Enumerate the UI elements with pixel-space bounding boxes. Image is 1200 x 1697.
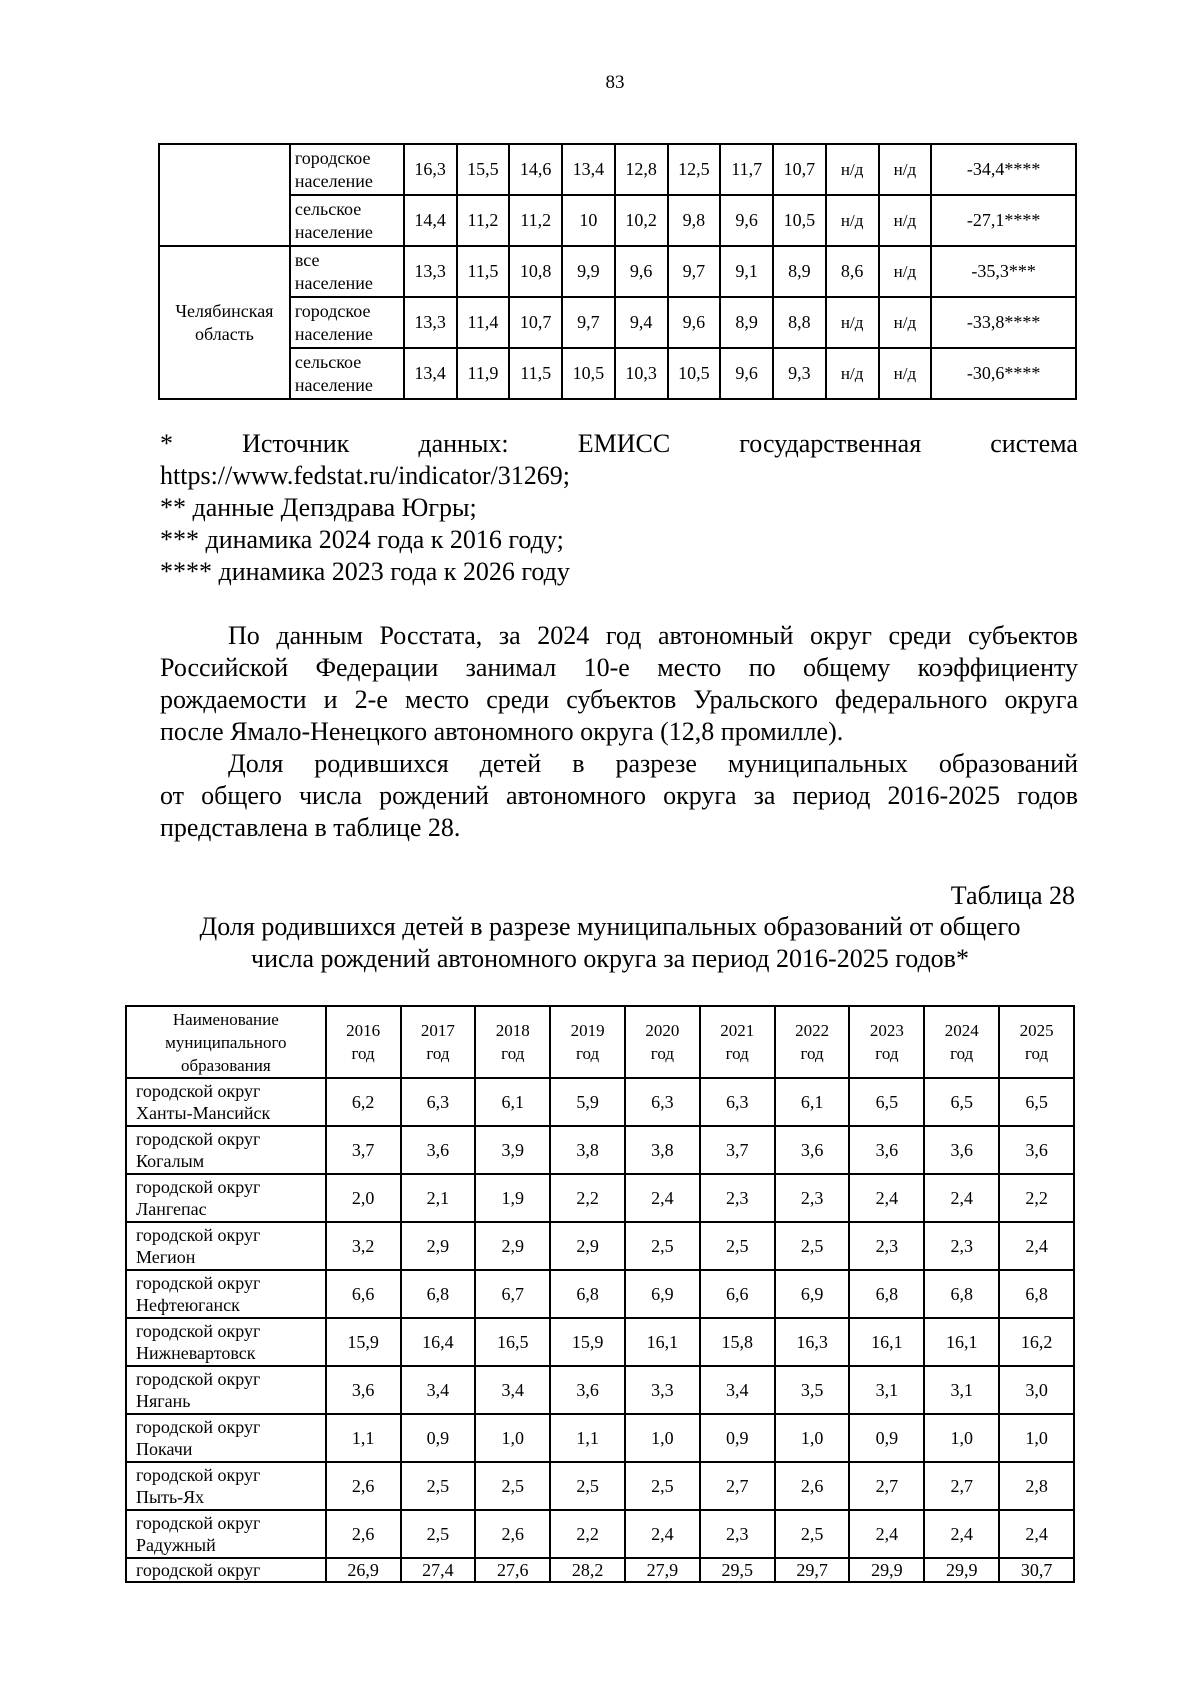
municipality-cell bbox=[126, 1366, 326, 1414]
value-cell: н/д bbox=[879, 348, 932, 399]
value-cell: 13,4 bbox=[404, 348, 457, 399]
population-category bbox=[290, 348, 404, 399]
value-cell: 3,6 bbox=[999, 1126, 1074, 1174]
municipality-name: Нягань bbox=[136, 1391, 191, 1411]
value-cell: 2,5 bbox=[625, 1222, 700, 1270]
footnote-word: государственная bbox=[739, 429, 922, 458]
value-cell: 1,1 bbox=[550, 1414, 625, 1462]
value-cell: 3,7 bbox=[326, 1126, 401, 1174]
municipality-type: городской округ bbox=[136, 1321, 261, 1341]
value-cell: 9,6 bbox=[615, 246, 668, 297]
value-cell: 13,3 bbox=[404, 297, 457, 348]
header-year bbox=[550, 1006, 625, 1078]
footnote-word: система bbox=[990, 429, 1078, 458]
value-cell: 12,8 bbox=[615, 144, 668, 195]
value-cell: 9,6 bbox=[720, 195, 773, 246]
value-cell: 11,5 bbox=[509, 348, 562, 399]
value-cell: 10,5 bbox=[668, 348, 721, 399]
value-cell: 9,6 bbox=[720, 348, 773, 399]
value-cell: 3,6 bbox=[550, 1366, 625, 1414]
value-cell: 3,7 bbox=[700, 1126, 775, 1174]
category-text: население bbox=[294, 170, 373, 191]
population-category bbox=[290, 297, 404, 348]
value-cell: 9,7 bbox=[562, 297, 615, 348]
value-cell: 2,6 bbox=[775, 1462, 850, 1510]
value-cell: 16,3 bbox=[404, 144, 457, 195]
value-cell: 2,2 bbox=[550, 1510, 625, 1558]
value-cell: 6,8 bbox=[849, 1270, 924, 1318]
value-cell: 6,3 bbox=[700, 1078, 775, 1126]
value-cell: 11,7 bbox=[720, 144, 773, 195]
value-cell: 6,5 bbox=[849, 1078, 924, 1126]
header-year-unit: год bbox=[1024, 1044, 1049, 1063]
table-label: Таблица 28 bbox=[950, 881, 1075, 910]
value-cell: 2,2 bbox=[550, 1174, 625, 1222]
value-cell: 3,0 bbox=[999, 1366, 1074, 1414]
value-cell: 26,9 bbox=[326, 1558, 401, 1582]
table-title-line: числа рождений автономного округа за период 2016-2025 годов* bbox=[251, 944, 969, 973]
category-text: население bbox=[294, 221, 373, 242]
header-year-unit: год bbox=[426, 1044, 450, 1063]
value-cell: 9,9 bbox=[562, 246, 615, 297]
municipality-cell bbox=[126, 1462, 326, 1510]
value-cell: 6,8 bbox=[924, 1270, 999, 1318]
header-year-unit: год bbox=[725, 1044, 749, 1063]
header-year bbox=[775, 1006, 850, 1078]
value-cell: 3,6 bbox=[849, 1126, 924, 1174]
table-row bbox=[126, 1318, 1074, 1366]
population-category bbox=[290, 144, 404, 195]
value-cell: 6,8 bbox=[999, 1270, 1074, 1318]
value-cell: н/д bbox=[826, 144, 879, 195]
value-cell: 2,7 bbox=[924, 1462, 999, 1510]
municipality-type: городской округ bbox=[136, 1129, 261, 1149]
value-cell: 14,6 bbox=[509, 144, 562, 195]
value-cell: -30,6**** bbox=[931, 348, 1076, 399]
value-cell: 6,1 bbox=[775, 1078, 850, 1126]
value-cell: 29,5 bbox=[700, 1558, 775, 1582]
footnote-source-url: https://www.fedstat.ru/indicator/31269; bbox=[160, 461, 570, 490]
value-cell: 3,6 bbox=[401, 1126, 476, 1174]
value-cell: 3,6 bbox=[326, 1366, 401, 1414]
category-text: население bbox=[294, 272, 373, 293]
value-cell: 2,4 bbox=[924, 1510, 999, 1558]
value-cell: 6,2 bbox=[326, 1078, 401, 1126]
value-cell: 6,1 bbox=[475, 1078, 550, 1126]
header-year-number: 2019 bbox=[570, 1021, 605, 1040]
value-cell: 2,5 bbox=[550, 1462, 625, 1510]
header-year bbox=[475, 1006, 550, 1078]
municipality-name: Нижневартовск bbox=[136, 1343, 256, 1363]
municipality-type: городской округ bbox=[136, 1225, 261, 1245]
municipality-cell bbox=[126, 1318, 326, 1366]
value-cell: 6,8 bbox=[550, 1270, 625, 1318]
table-row bbox=[126, 1270, 1074, 1318]
municipality-name: Покачи bbox=[136, 1439, 193, 1459]
value-cell: 8,9 bbox=[720, 297, 773, 348]
value-cell: -34,4**** bbox=[931, 144, 1076, 195]
value-cell: 30,7 bbox=[999, 1558, 1074, 1582]
value-cell: 16,1 bbox=[625, 1318, 700, 1366]
header-year-number: 2018 bbox=[495, 1021, 530, 1040]
value-cell: 1,0 bbox=[775, 1414, 850, 1462]
table-row bbox=[126, 1078, 1074, 1126]
value-cell: 0,9 bbox=[849, 1414, 924, 1462]
footnote-4: **** динамика 2023 года к 2026 году bbox=[160, 557, 570, 586]
value-cell: 5,9 bbox=[550, 1078, 625, 1126]
paragraph-line: Российской Федерации занимал 10-е место по общему коэффициенту bbox=[160, 653, 1078, 682]
value-cell: 2,4 bbox=[625, 1174, 700, 1222]
header-year bbox=[999, 1006, 1074, 1078]
value-cell: н/д bbox=[879, 144, 932, 195]
value-cell: 2,5 bbox=[401, 1510, 476, 1558]
value-cell: 29,7 bbox=[775, 1558, 850, 1582]
municipality-cell bbox=[126, 1270, 326, 1318]
value-cell: 16,5 bbox=[475, 1318, 550, 1366]
paragraph-line: Доля родившихся детей в разрезе муниципальных образований bbox=[228, 749, 1078, 778]
footnote-3: *** динамика 2024 года к 2016 году; bbox=[160, 525, 564, 554]
category-text: городское bbox=[294, 300, 371, 321]
municipality-type: городской округ bbox=[136, 1081, 261, 1101]
value-cell: 3,6 bbox=[775, 1126, 850, 1174]
header-text: муниципального bbox=[165, 1032, 287, 1052]
table-28 bbox=[125, 1005, 1075, 1583]
value-cell: 2,9 bbox=[550, 1222, 625, 1270]
value-cell: 10,3 bbox=[615, 348, 668, 399]
header-year-unit: год bbox=[950, 1044, 974, 1063]
value-cell: н/д bbox=[826, 348, 879, 399]
header-year-number: 2016 bbox=[346, 1021, 381, 1040]
header-year-unit: год bbox=[501, 1044, 525, 1063]
value-cell: 12,5 bbox=[668, 144, 721, 195]
value-cell: 9,8 bbox=[668, 195, 721, 246]
paragraph-line: рождаемости и 2-е место среди субъектов Уральского федерального округа bbox=[160, 685, 1078, 714]
table-row bbox=[126, 1126, 1074, 1174]
value-cell: 10 bbox=[562, 195, 615, 246]
value-cell: 9,3 bbox=[773, 348, 826, 399]
value-cell: 11,4 bbox=[457, 297, 510, 348]
value-cell: 2,1 bbox=[401, 1174, 476, 1222]
table-row bbox=[126, 1462, 1074, 1510]
municipality-name: Лангепас bbox=[136, 1199, 207, 1219]
table-row bbox=[126, 1222, 1074, 1270]
value-cell: 16,1 bbox=[924, 1318, 999, 1366]
value-cell: 6,6 bbox=[700, 1270, 775, 1318]
value-cell: 3,1 bbox=[849, 1366, 924, 1414]
value-cell: н/д bbox=[826, 195, 879, 246]
paragraph-line: после Ямало-Ненецкого автономного округа (12,8 промилле). bbox=[160, 717, 844, 746]
value-cell: 2,5 bbox=[700, 1222, 775, 1270]
table-row bbox=[159, 348, 1076, 399]
municipality-type: городской округ bbox=[136, 1417, 261, 1437]
value-cell: 2,4 bbox=[924, 1174, 999, 1222]
header-year-unit: год bbox=[875, 1044, 899, 1063]
value-cell: 2,5 bbox=[401, 1462, 476, 1510]
value-cell: 6,7 bbox=[475, 1270, 550, 1318]
value-cell: 16,3 bbox=[775, 1318, 850, 1366]
value-cell: 14,4 bbox=[404, 195, 457, 246]
municipality-cell bbox=[126, 1414, 326, 1462]
table-row bbox=[126, 1558, 1074, 1582]
header-text: Наименование bbox=[172, 1009, 279, 1029]
value-cell: 2,7 bbox=[849, 1462, 924, 1510]
value-cell: 0,9 bbox=[700, 1414, 775, 1462]
value-cell: 2,6 bbox=[326, 1462, 401, 1510]
value-cell: 2,8 bbox=[999, 1462, 1074, 1510]
header-municipality bbox=[126, 1006, 326, 1078]
value-cell: 11,5 bbox=[457, 246, 510, 297]
value-cell: 6,9 bbox=[625, 1270, 700, 1318]
table-header-row bbox=[126, 1006, 1074, 1078]
value-cell: 28,2 bbox=[550, 1558, 625, 1582]
value-cell: -35,3*** bbox=[931, 246, 1076, 297]
municipality-cell bbox=[126, 1126, 326, 1174]
category-text: население bbox=[294, 323, 373, 344]
table-row bbox=[126, 1174, 1074, 1222]
value-cell: 15,5 bbox=[457, 144, 510, 195]
value-cell: 13,4 bbox=[562, 144, 615, 195]
category-text: население bbox=[294, 374, 373, 395]
value-cell: 1,0 bbox=[924, 1414, 999, 1462]
value-cell: 2,6 bbox=[326, 1510, 401, 1558]
value-cell: 29,9 bbox=[849, 1558, 924, 1582]
value-cell: 3,3 bbox=[625, 1366, 700, 1414]
header-year-unit: год bbox=[351, 1044, 375, 1063]
value-cell: 2,4 bbox=[999, 1222, 1074, 1270]
value-cell: 16,2 bbox=[999, 1318, 1074, 1366]
value-cell: 10,2 bbox=[615, 195, 668, 246]
value-cell: 3,4 bbox=[401, 1366, 476, 1414]
value-cell: 9,1 bbox=[720, 246, 773, 297]
value-cell: 6,3 bbox=[401, 1078, 476, 1126]
table-title-line: Доля родившихся детей в разрезе муниципальных образований от общего bbox=[199, 912, 1021, 941]
population-category bbox=[290, 246, 404, 297]
municipality-name: Нефтеюганск bbox=[136, 1295, 240, 1315]
paragraph-line: от общего числа рождений автономного округа за период 2016-2025 годов bbox=[160, 781, 1078, 810]
municipality-cell bbox=[126, 1174, 326, 1222]
value-cell: 15,9 bbox=[550, 1318, 625, 1366]
value-cell: 9,6 bbox=[668, 297, 721, 348]
value-cell: 2,2 bbox=[999, 1174, 1074, 1222]
value-cell: 15,9 bbox=[326, 1318, 401, 1366]
header-year-number: 2025 bbox=[1019, 1021, 1054, 1040]
value-cell: 6,3 bbox=[625, 1078, 700, 1126]
header-year-number: 2024 bbox=[944, 1021, 979, 1040]
footnote-word: * bbox=[160, 429, 173, 458]
table-row bbox=[159, 297, 1076, 348]
table-row bbox=[126, 1414, 1074, 1462]
value-cell: 16,4 bbox=[401, 1318, 476, 1366]
population-category bbox=[290, 195, 404, 246]
municipality-cell bbox=[126, 1558, 326, 1582]
value-cell: 2,5 bbox=[775, 1222, 850, 1270]
value-cell: 2,9 bbox=[475, 1222, 550, 1270]
value-cell: 2,4 bbox=[999, 1510, 1074, 1558]
value-cell: 10,8 bbox=[509, 246, 562, 297]
value-cell: 11,2 bbox=[457, 195, 510, 246]
header-year-number: 2023 bbox=[869, 1021, 904, 1040]
value-cell: н/д bbox=[879, 195, 932, 246]
municipality-cell bbox=[126, 1078, 326, 1126]
value-cell: 6,5 bbox=[924, 1078, 999, 1126]
value-cell: 27,6 bbox=[475, 1558, 550, 1582]
municipality-cell bbox=[126, 1222, 326, 1270]
value-cell: 2,5 bbox=[625, 1462, 700, 1510]
value-cell: 15,8 bbox=[700, 1318, 775, 1366]
header-year-number: 2017 bbox=[420, 1021, 455, 1040]
paragraph-line: представлена в таблице 28. bbox=[160, 813, 461, 842]
table-row bbox=[159, 144, 1076, 195]
header-year-unit: год bbox=[800, 1044, 824, 1063]
header-year bbox=[849, 1006, 924, 1078]
value-cell: 3,4 bbox=[475, 1366, 550, 1414]
table-row bbox=[159, 195, 1076, 246]
footnotes bbox=[160, 428, 1078, 588]
value-cell: 29,9 bbox=[924, 1558, 999, 1582]
region-cell bbox=[159, 246, 290, 399]
region-name: Челябинская bbox=[175, 300, 274, 321]
footnote-source bbox=[160, 428, 1078, 460]
value-cell: 1,0 bbox=[625, 1414, 700, 1462]
value-cell: 11,9 bbox=[457, 348, 510, 399]
category-text: сельское bbox=[294, 198, 362, 219]
footnote-word: ЕМИСС bbox=[577, 429, 671, 458]
value-cell: 6,8 bbox=[401, 1270, 476, 1318]
value-cell: 2,9 bbox=[401, 1222, 476, 1270]
birth-rate-table-continued bbox=[158, 143, 1077, 400]
header-year bbox=[326, 1006, 401, 1078]
municipality-name: Радужный bbox=[136, 1535, 216, 1555]
municipality-name: Ханты-Мансийск bbox=[136, 1103, 271, 1123]
value-cell: 3,5 bbox=[775, 1366, 850, 1414]
value-cell: 27,4 bbox=[401, 1558, 476, 1582]
municipality-name: Пыть-Ях bbox=[136, 1487, 205, 1507]
footnote-word: Источник bbox=[242, 429, 350, 458]
footnote-word: данных: bbox=[418, 429, 509, 458]
value-cell: 1,0 bbox=[999, 1414, 1074, 1462]
value-cell: 3,6 bbox=[924, 1126, 999, 1174]
value-cell: -33,8**** bbox=[931, 297, 1076, 348]
municipality-name: Мегион bbox=[136, 1247, 196, 1267]
value-cell: 6,5 bbox=[999, 1078, 1074, 1126]
region-name: область bbox=[195, 323, 254, 344]
value-cell: 2,0 bbox=[326, 1174, 401, 1222]
value-cell: 10,5 bbox=[562, 348, 615, 399]
value-cell: н/д bbox=[826, 297, 879, 348]
page-number: 83 bbox=[605, 72, 625, 93]
value-cell: 0,9 bbox=[401, 1414, 476, 1462]
header-year bbox=[924, 1006, 999, 1078]
header-year-number: 2021 bbox=[720, 1021, 755, 1040]
category-text: все bbox=[294, 249, 320, 270]
header-year bbox=[700, 1006, 775, 1078]
value-cell: 2,3 bbox=[700, 1510, 775, 1558]
value-cell: 2,3 bbox=[849, 1222, 924, 1270]
header-year-number: 2022 bbox=[795, 1021, 830, 1040]
value-cell: 6,9 bbox=[775, 1270, 850, 1318]
value-cell: 8,9 bbox=[773, 246, 826, 297]
paragraph-line: По данным Росстата, за 2024 год автономный округ среди субъектов bbox=[228, 621, 1078, 650]
value-cell: 2,3 bbox=[924, 1222, 999, 1270]
footnote-2: ** данные Депздрава Югры; bbox=[160, 493, 477, 522]
value-cell: 2,4 bbox=[625, 1510, 700, 1558]
value-cell: 16,1 bbox=[849, 1318, 924, 1366]
paragraph-share bbox=[160, 748, 1078, 844]
category-text: сельское bbox=[294, 351, 362, 372]
header-year-unit: год bbox=[575, 1044, 600, 1063]
value-cell: 2,3 bbox=[700, 1174, 775, 1222]
municipality-type: городской округ bbox=[136, 1177, 261, 1197]
value-cell: -27,1**** bbox=[931, 195, 1076, 246]
value-cell: 2,4 bbox=[849, 1174, 924, 1222]
value-cell: 10,5 bbox=[773, 195, 826, 246]
header-year bbox=[401, 1006, 476, 1078]
value-cell: 2,5 bbox=[775, 1510, 850, 1558]
value-cell: 2,4 bbox=[849, 1510, 924, 1558]
value-cell: 8,8 bbox=[773, 297, 826, 348]
value-cell: 2,6 bbox=[475, 1510, 550, 1558]
value-cell: 2,7 bbox=[700, 1462, 775, 1510]
value-cell: 2,3 bbox=[775, 1174, 850, 1222]
header-year-number: 2020 bbox=[645, 1021, 680, 1040]
municipality-type: городской округ bbox=[136, 1560, 261, 1580]
header-text: образования bbox=[181, 1055, 271, 1075]
municipality-cell bbox=[126, 1510, 326, 1558]
value-cell: н/д bbox=[879, 246, 932, 297]
value-cell: 1,9 bbox=[475, 1174, 550, 1222]
value-cell: 10,7 bbox=[773, 144, 826, 195]
municipality-type: городской округ bbox=[136, 1273, 261, 1293]
municipality-type: городской округ bbox=[136, 1369, 261, 1389]
value-cell: 13,3 bbox=[404, 246, 457, 297]
value-cell: 3,8 bbox=[550, 1126, 625, 1174]
table-row bbox=[159, 246, 1076, 297]
value-cell: 3,9 bbox=[475, 1126, 550, 1174]
value-cell: 3,8 bbox=[625, 1126, 700, 1174]
value-cell: 1,0 bbox=[475, 1414, 550, 1462]
value-cell: 3,2 bbox=[326, 1222, 401, 1270]
value-cell: 27,9 bbox=[625, 1558, 700, 1582]
value-cell: 8,6 bbox=[826, 246, 879, 297]
municipality-type: городской округ bbox=[136, 1513, 261, 1533]
value-cell: 10,7 bbox=[509, 297, 562, 348]
value-cell: 9,4 bbox=[615, 297, 668, 348]
header-year-unit: год bbox=[650, 1044, 675, 1063]
value-cell: 3,4 bbox=[700, 1366, 775, 1414]
value-cell: 1,1 bbox=[326, 1414, 401, 1462]
table-title bbox=[120, 911, 1100, 975]
header-year bbox=[625, 1006, 700, 1078]
table-row bbox=[126, 1366, 1074, 1414]
value-cell: н/д bbox=[879, 297, 932, 348]
value-cell: 11,2 bbox=[509, 195, 562, 246]
value-cell: 6,6 bbox=[326, 1270, 401, 1318]
municipality-name: Когалым bbox=[136, 1151, 205, 1171]
category-text: городское bbox=[294, 147, 371, 168]
value-cell: 2,5 bbox=[475, 1462, 550, 1510]
municipality-type: городской округ bbox=[136, 1465, 261, 1485]
region-cell-empty bbox=[159, 144, 290, 246]
table-row bbox=[126, 1510, 1074, 1558]
value-cell: 9,7 bbox=[668, 246, 721, 297]
value-cell: 3,1 bbox=[924, 1366, 999, 1414]
paragraph-rosstat bbox=[160, 620, 1078, 748]
